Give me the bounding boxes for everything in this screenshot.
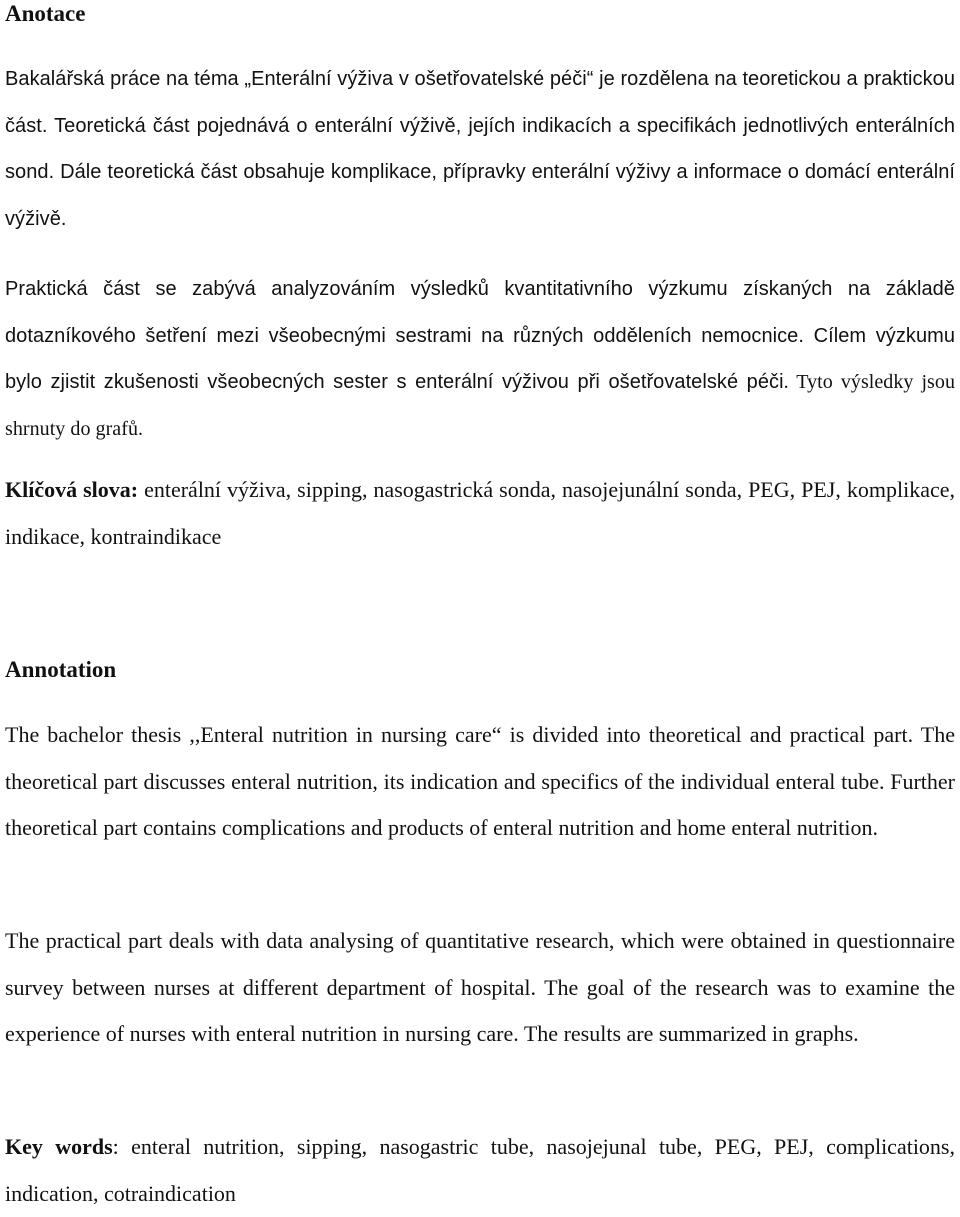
keywords-cz xyxy=(5,467,955,560)
abstract-cz-paragraph-1: Bakalářská práce na téma „Enterální výživa v ošetřovatelské péči“ je rozdělena na teoretickou a praktickou část. Teoretická část pojednává o enterální výživě, jejích indikacích a specifikách jednotlivých enterálních sond. Dále teoretická část obsahuje komplikace, přípravky enterální výživy a informace o domácí enterální výživě. xyxy=(5,68,955,230)
keywords-en-text: : enteral nutrition, sipping, nasogastric tube, nasojejunal tube, PEG, PEJ, complications, indication, cotraindication xyxy=(5,1134,955,1206)
heading-anotace: Anotace xyxy=(5,1,86,26)
keywords-cz-label: Klíčová slova: xyxy=(5,477,139,502)
abstract-cz-paragraph-2-main: Praktická část se zabývá analyzováním výsledků kvantitativního výzkumu získaných na základě dotazníkového šetření mezi všeobecnými sestrami na různých odděleních nemocnice. Cílem výzkumu bylo zjistit zkušenosti všeobecných sester s enterální výživou při ošetřovatelské péči xyxy=(5,278,955,394)
abstract-cz-paragraph-2 xyxy=(5,266,955,452)
keywords-cz-text: enterální výživa, sipping, nasogastrická sonda, nasojejunální sonda, PEG, PEJ, komplikace, indikace, kontraindikace xyxy=(5,477,955,549)
abstract-en-paragraph-1: The bachelor thesis ,,Enteral nutrition in nursing care“ is divided into theoretical and practical part. The theoretical part discusses enteral nutrition, its indication and specifics of the individual enteral tube. Further theoretical part contains complications and products of enteral nutrition and home enteral nutrition. xyxy=(5,722,955,841)
keywords-en xyxy=(5,1124,955,1217)
abstract-en-paragraph-2: The practical part deals with data analysing of quantitative research, which were obtained in questionnaire survey between nurses at different department of hospital. The goal of the research was to examine the experience of nurses with enteral nutrition in nursing care. The results are summarized in graphs. xyxy=(5,928,955,1047)
heading-annotation: Annotation xyxy=(5,657,117,682)
keywords-en-label: Key words xyxy=(5,1134,113,1159)
abstract-cz-paragraph-2-tail: . Tyto výsledky jsou shrnuty do grafů. xyxy=(5,371,955,440)
